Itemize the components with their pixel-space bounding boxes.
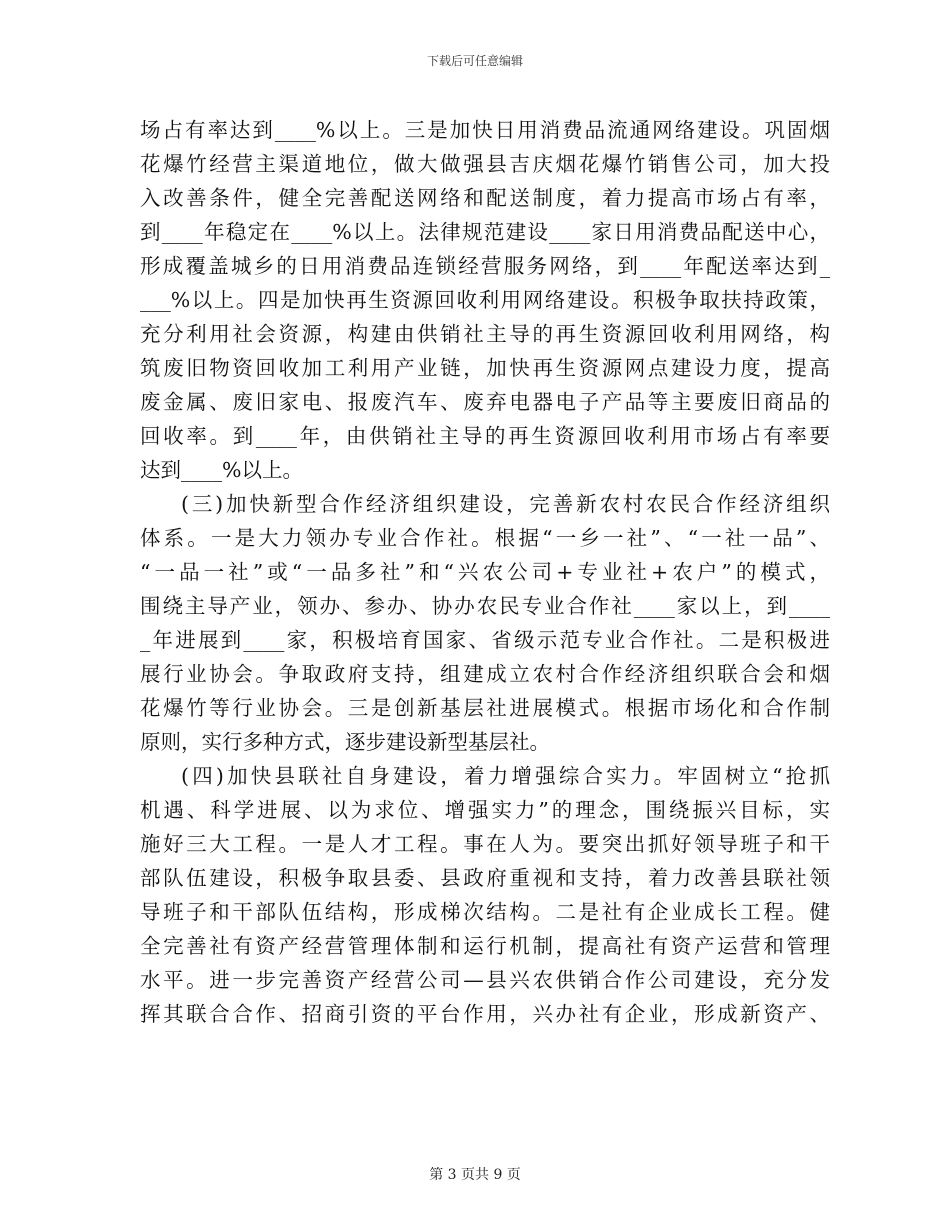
text-line: 全完善社有资产经营管理体制和运行机制，提高社有资产运营和管理 — [140, 934, 830, 958]
text-line: ___%以上。四是加快再生资源回收利用网络建设。积极争取扶持政策， — [140, 288, 830, 312]
text-line: 机遇、科学进展、以为求位、增强实力”的理念，围绕振兴目标，实 — [140, 798, 830, 822]
text-line: 挥其联合合作、招商引资的平台作用，兴办社有企业，形成新资产、 — [140, 1002, 830, 1026]
text-line: 围绕主导产业，领办、参办、协办农民专业合作社____家以上，到____ — [140, 594, 830, 618]
text-line: 体系。一是大力领办专业合作社。根据“一乡一社”、“一社一品”、 — [140, 526, 830, 550]
text-line: 达到____%以上。 — [140, 458, 303, 482]
text-line: 水平。进一步完善资产经营公司—县兴农供销合作公司建设，充分发 — [140, 968, 830, 992]
text-line: 花爆竹等行业协会。三是创新基层社进展模式。根据市场化和合作制 — [140, 696, 830, 720]
text-line: (三)加快新型合作经济组织建设，完善新农村农民合作经济组织 — [181, 492, 830, 516]
document-body — [140, 113, 830, 1031]
text-line: (四)加快县联社自身建设，着力增强综合实力。牢固树立“抢抓 — [181, 764, 830, 788]
text-line: 筑废旧物资回收加工利用产业链，加快再生资源网点建设力度，提高 — [140, 356, 830, 380]
text-line: 施好三大工程。一是人才工程。事在人为。要突出抓好领导班子和干 — [140, 832, 830, 856]
text-line: 部队伍建设，积极争取县委、县政府重视和支持，着力改善县联社领 — [140, 866, 830, 890]
text-line: 导班子和干部队伍结构，形成梯次结构。二是社有企业成长工程。健 — [140, 900, 830, 924]
text-line: 展行业协会。争取政府支持，组建成立农村合作经济组织联合会和烟 — [140, 662, 830, 686]
text-line: 回收率。到____年，由供销社主导的再生资源回收利用市场占有率要 — [140, 424, 830, 448]
text-line: 入改善条件，健全完善配送网络和配送制度，着力提高市场占有率， — [140, 186, 830, 210]
text-line: 原则，实行多种方式，逐步建设新型基层社。 — [140, 730, 550, 754]
text-line: 到____年稳定在____%以上。法律规范建设____家日用消费品配送中心， — [140, 220, 830, 244]
text-line: 形成覆盖城乡的日用消费品连锁经营服务网络，到____年配送率达到_ — [140, 254, 830, 278]
text-line: _年进展到____家，积极培育国家、省级示范专业合作社。二是积极进 — [140, 628, 830, 652]
page-footer: 第 3 页共 9 页 — [429, 1167, 521, 1183]
text-line: 花爆竹经营主渠道地位，做大做强县吉庆烟花爆竹销售公司，加大投 — [140, 152, 830, 176]
text-line: 充分利用社会资源，构建由供销社主导的再生资源回收利用网络，构 — [140, 322, 830, 346]
page-header: 下载后可任意编辑 — [426, 54, 523, 68]
text-line: 废金属、废旧家电、报废汽车、废弃电器电子产品等主要废旧商品的 — [140, 390, 830, 414]
text-line: 场占有率达到____%以上。三是加快日用消费品流通网络建设。巩固烟 — [140, 118, 830, 142]
text-line: “一品一社”或“一品多社”和“兴农公司+专业社+农户”的模式， — [140, 560, 830, 584]
